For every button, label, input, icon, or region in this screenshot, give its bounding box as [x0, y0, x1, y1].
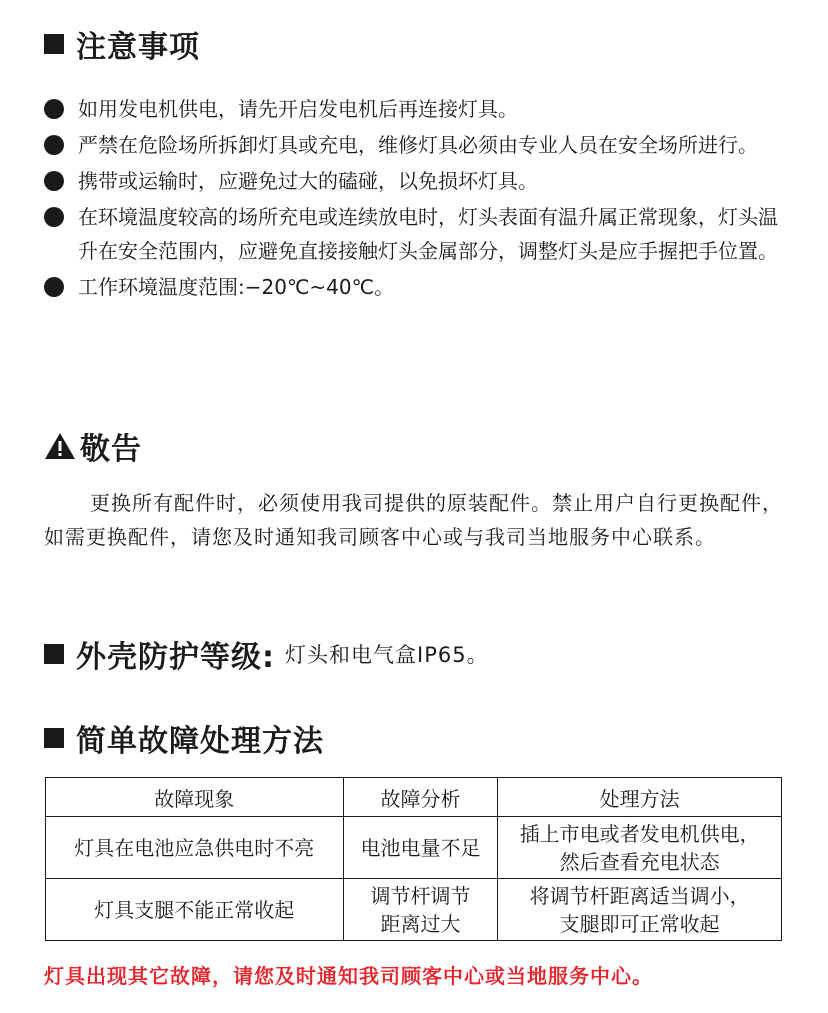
bullet-dot-icon — [44, 99, 64, 119]
analysis-line: 距离过大 — [380, 911, 461, 936]
list-item-text: 工作环境温度范围:−20℃~40℃。 — [78, 275, 395, 299]
square-icon — [44, 728, 64, 748]
list-item — [44, 128, 794, 162]
protection-heading — [44, 632, 489, 676]
solution-line: 插上市电或者发电机供电， — [519, 821, 760, 846]
list-item — [44, 270, 794, 304]
table-row — [46, 879, 782, 941]
solution-cell — [498, 879, 782, 941]
solution-line: 支腿即可正常收起 — [559, 911, 720, 936]
warning-text: 更换所有配件时，必须使用我司提供的原装配件。禁止用户自行更换配件，如需更换配件，请您及时通知我司顾客中心或与我司当地服务中心联系。 — [44, 491, 783, 549]
notes-heading — [44, 22, 200, 66]
column-header-symptom: 故障现象 — [46, 778, 344, 817]
square-icon — [44, 644, 64, 664]
list-item-text: 在环境温度较高的场所充电或连续放电时，灯头表面有温升属正常现象，灯头温升在安全范围内，应避免直接接触灯头金属部分，调整灯头是应手握把手位置。 — [78, 205, 778, 263]
bullet-dot-icon — [44, 207, 64, 227]
list-item-text: 严禁在危险场所拆卸灯具或充电，维修灯具必须由专业人员在安全场所进行。 — [78, 133, 758, 157]
protection-title: 外壳防护等级: — [76, 640, 275, 675]
analysis-cell: 电池电量不足 — [343, 817, 498, 879]
notes-list — [44, 92, 794, 306]
warning-heading — [44, 424, 142, 468]
list-item — [44, 92, 794, 126]
analysis-cell — [343, 879, 498, 941]
table-row — [46, 817, 782, 879]
symptom-cell: 灯具支腿不能正常收起 — [46, 879, 344, 941]
analysis-line: 调节杆调节 — [370, 883, 471, 908]
bullet-dot-icon — [44, 277, 64, 297]
column-header-analysis: 故障分析 — [343, 778, 498, 817]
bullet-dot-icon — [44, 171, 64, 191]
solution-line: 将调节杆距离适当调小， — [529, 883, 750, 908]
warning-triangle-icon — [44, 432, 76, 460]
list-item-text: 携带或运输时，应避免过大的磕碰，以免损坏灯具。 — [78, 169, 538, 193]
notes-title: 注意事项 — [76, 30, 200, 65]
footer-notice: 灯具出现其它故障，请您及时通知我司顾客中心或当地服务中心。 — [44, 964, 653, 988]
list-item-text: 如用发电机供电，请先开启发电机后再连接灯具。 — [78, 97, 518, 121]
list-item — [44, 200, 794, 268]
troubleshooting-heading — [44, 716, 324, 760]
table-header-row — [46, 778, 782, 817]
troubleshooting-table — [45, 777, 782, 941]
solution-cell — [498, 817, 782, 879]
list-item — [44, 164, 794, 198]
square-icon — [44, 34, 64, 54]
protection-value: 灯头和电气盒IP65。 — [285, 643, 489, 667]
solution-line: 然后查看充电状态 — [559, 849, 720, 874]
column-header-solution: 处理方法 — [498, 778, 782, 817]
symptom-cell: 灯具在电池应急供电时不亮 — [46, 817, 344, 879]
troubleshooting-title: 简单故障处理方法 — [76, 724, 324, 759]
warning-title: 敬告 — [80, 432, 142, 467]
bullet-dot-icon — [44, 135, 64, 155]
